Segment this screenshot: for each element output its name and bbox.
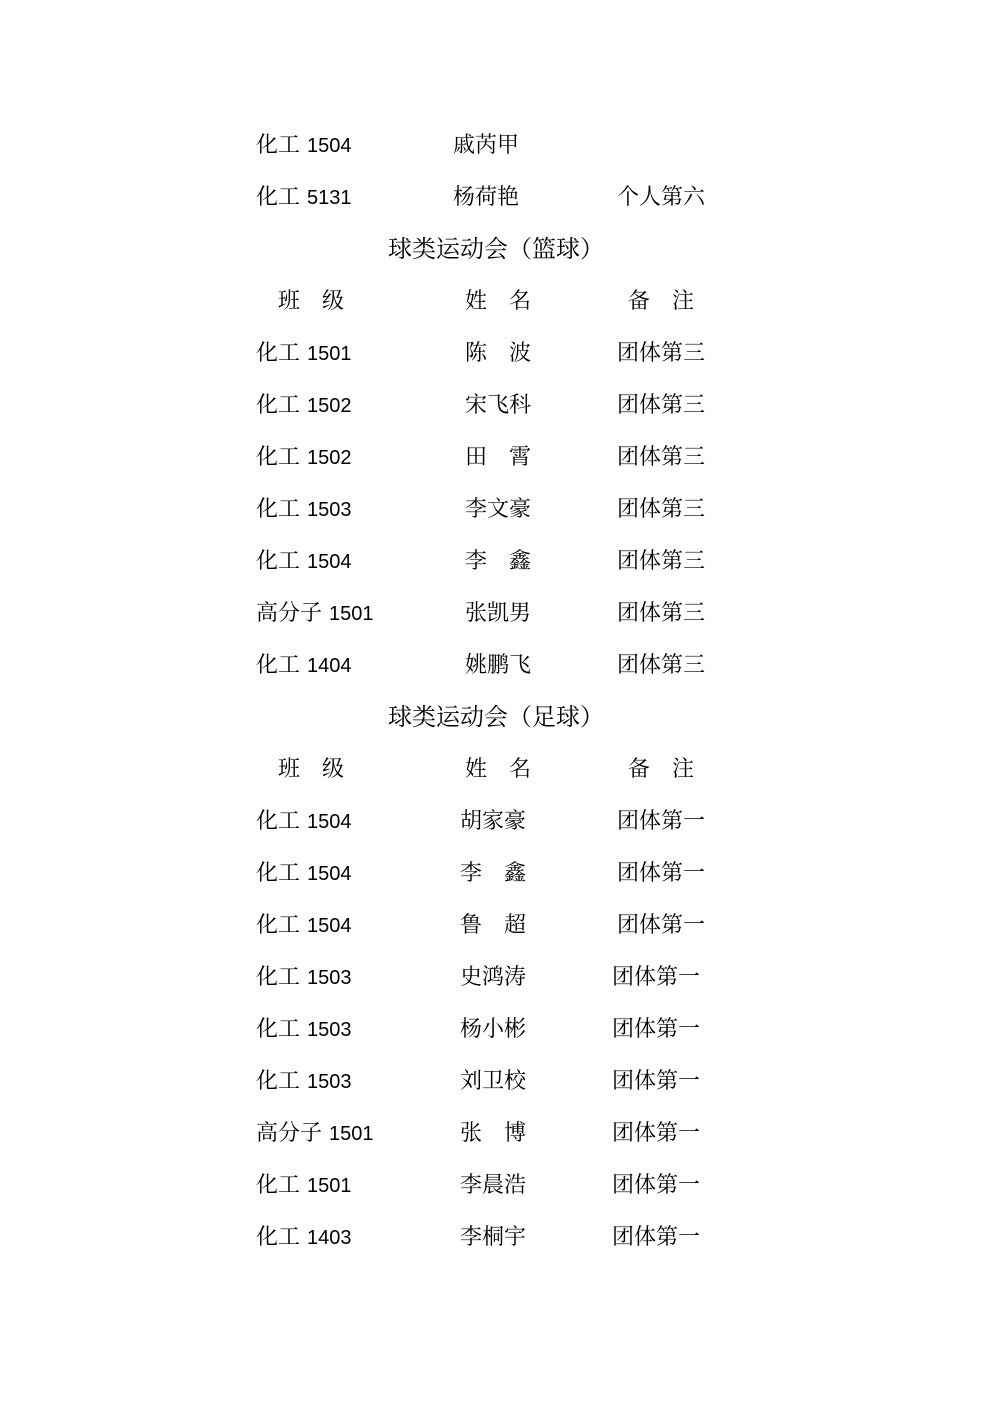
class-prefix: 化工 [256, 497, 301, 522]
class-cell [256, 391, 352, 421]
class-prefix: 化工 [256, 809, 301, 834]
class-number: 1502 [307, 447, 352, 469]
name-cell: 张 博 [460, 1121, 527, 1146]
table-row [0, 1119, 992, 1149]
name-cell: 杨荷艳 [453, 185, 520, 210]
class-number: 1504 [307, 135, 352, 157]
name-cell: 陈 波 [465, 341, 532, 366]
class-prefix: 化工 [256, 445, 301, 470]
name-cell: 李 鑫 [460, 861, 527, 886]
class-number: 1501 [307, 343, 352, 365]
note-cell: 团体第一 [612, 1069, 701, 1094]
note-cell: 团体第一 [612, 1121, 701, 1146]
name-cell: 刘卫校 [460, 1069, 527, 1094]
class-cell [256, 963, 352, 993]
table-row [0, 547, 992, 577]
header-note: 备 注 [628, 289, 695, 314]
class-cell [256, 1171, 352, 1201]
class-prefix: 化工 [256, 653, 301, 678]
table-row [0, 1171, 992, 1201]
class-number: 1404 [307, 655, 352, 677]
class-prefix: 化工 [256, 549, 301, 574]
table-row [0, 1223, 992, 1253]
note-cell: 团体第三 [617, 341, 706, 366]
note-cell: 团体第三 [617, 549, 706, 574]
table-row [0, 391, 992, 421]
table-row [0, 599, 992, 629]
name-cell: 戚芮甲 [453, 133, 520, 158]
name-cell: 李文豪 [465, 497, 532, 522]
name-cell: 宋飞科 [465, 393, 532, 418]
table-row [0, 963, 992, 993]
class-cell [256, 183, 352, 213]
class-cell [256, 651, 352, 681]
note-cell: 团体第一 [612, 1173, 701, 1198]
class-cell [256, 131, 352, 161]
name-cell: 胡家豪 [460, 809, 527, 834]
note-cell: 团体第三 [617, 445, 706, 470]
note-cell: 团体第一 [617, 809, 706, 834]
class-prefix: 高分子 [256, 601, 323, 626]
class-prefix: 化工 [256, 341, 301, 366]
class-number: 1504 [307, 811, 352, 833]
class-prefix: 化工 [256, 133, 301, 158]
class-cell [256, 599, 374, 629]
class-prefix: 化工 [256, 393, 301, 418]
note-cell: 团体第一 [612, 965, 701, 990]
table-row [0, 131, 992, 161]
name-cell: 李 鑫 [465, 549, 532, 574]
class-cell [256, 1223, 352, 1253]
class-cell [256, 443, 352, 473]
class-number: 1504 [307, 863, 352, 885]
name-cell: 田 霄 [465, 445, 532, 470]
class-number: 1501 [329, 603, 374, 625]
class-cell [256, 911, 352, 941]
class-cell [256, 339, 352, 369]
class-cell [256, 547, 352, 577]
header-name: 姓 名 [465, 289, 532, 314]
note-cell: 团体第三 [617, 393, 706, 418]
note-cell: 团体第一 [612, 1017, 701, 1042]
class-prefix: 化工 [256, 185, 301, 210]
table-header-row [0, 755, 992, 785]
class-cell [256, 1119, 374, 1149]
class-prefix: 化工 [256, 861, 301, 886]
class-cell [256, 495, 352, 525]
note-cell: 团体第三 [617, 653, 706, 678]
name-cell: 李晨浩 [460, 1173, 527, 1198]
class-number: 1503 [307, 967, 352, 989]
table-row [0, 859, 992, 889]
table-row [0, 339, 992, 369]
table-header-row [0, 287, 992, 317]
class-prefix: 化工 [256, 1173, 301, 1198]
table-row [0, 495, 992, 525]
note-cell: 团体第一 [617, 913, 706, 938]
table-row [0, 911, 992, 941]
class-cell [256, 807, 352, 837]
class-cell [256, 1015, 352, 1045]
class-number: 1501 [307, 1175, 352, 1197]
section-title-basketball: 球类运动会（篮球） [388, 235, 604, 263]
header-class: 班 级 [278, 289, 345, 314]
table-row [0, 651, 992, 681]
class-prefix: 化工 [256, 1017, 301, 1042]
table-row [0, 183, 992, 213]
note-cell: 团体第三 [617, 601, 706, 626]
header-class: 班 级 [278, 757, 345, 782]
note-cell: 团体第三 [617, 497, 706, 522]
name-cell: 张凯男 [465, 601, 532, 626]
class-number: 1504 [307, 551, 352, 573]
class-prefix: 化工 [256, 1069, 301, 1094]
note-cell: 团体第一 [617, 861, 706, 886]
class-cell [256, 859, 352, 889]
table-row [0, 1015, 992, 1045]
table-row [0, 1067, 992, 1097]
name-cell: 姚鹏飞 [465, 653, 532, 678]
header-name: 姓 名 [465, 757, 532, 782]
class-number: 1503 [307, 1071, 352, 1093]
name-cell: 史鸿涛 [460, 965, 527, 990]
class-number: 5131 [307, 187, 352, 209]
name-cell: 鲁 超 [460, 913, 527, 938]
class-prefix: 化工 [256, 1225, 301, 1250]
note-cell: 团体第一 [612, 1225, 701, 1250]
class-number: 1503 [307, 1019, 352, 1041]
class-number: 1504 [307, 915, 352, 937]
class-number: 1403 [307, 1227, 352, 1249]
table-row [0, 807, 992, 837]
class-number: 1501 [329, 1123, 374, 1145]
name-cell: 杨小彬 [460, 1017, 527, 1042]
class-number: 1502 [307, 395, 352, 417]
note-cell: 个人第六 [617, 185, 706, 210]
class-prefix: 化工 [256, 913, 301, 938]
class-cell [256, 1067, 352, 1097]
class-prefix: 高分子 [256, 1121, 323, 1146]
table-row [0, 443, 992, 473]
section-title-football: 球类运动会（足球） [388, 703, 604, 731]
name-cell: 李桐宇 [460, 1225, 527, 1250]
header-note: 备 注 [628, 757, 695, 782]
class-prefix: 化工 [256, 965, 301, 990]
class-number: 1503 [307, 499, 352, 521]
